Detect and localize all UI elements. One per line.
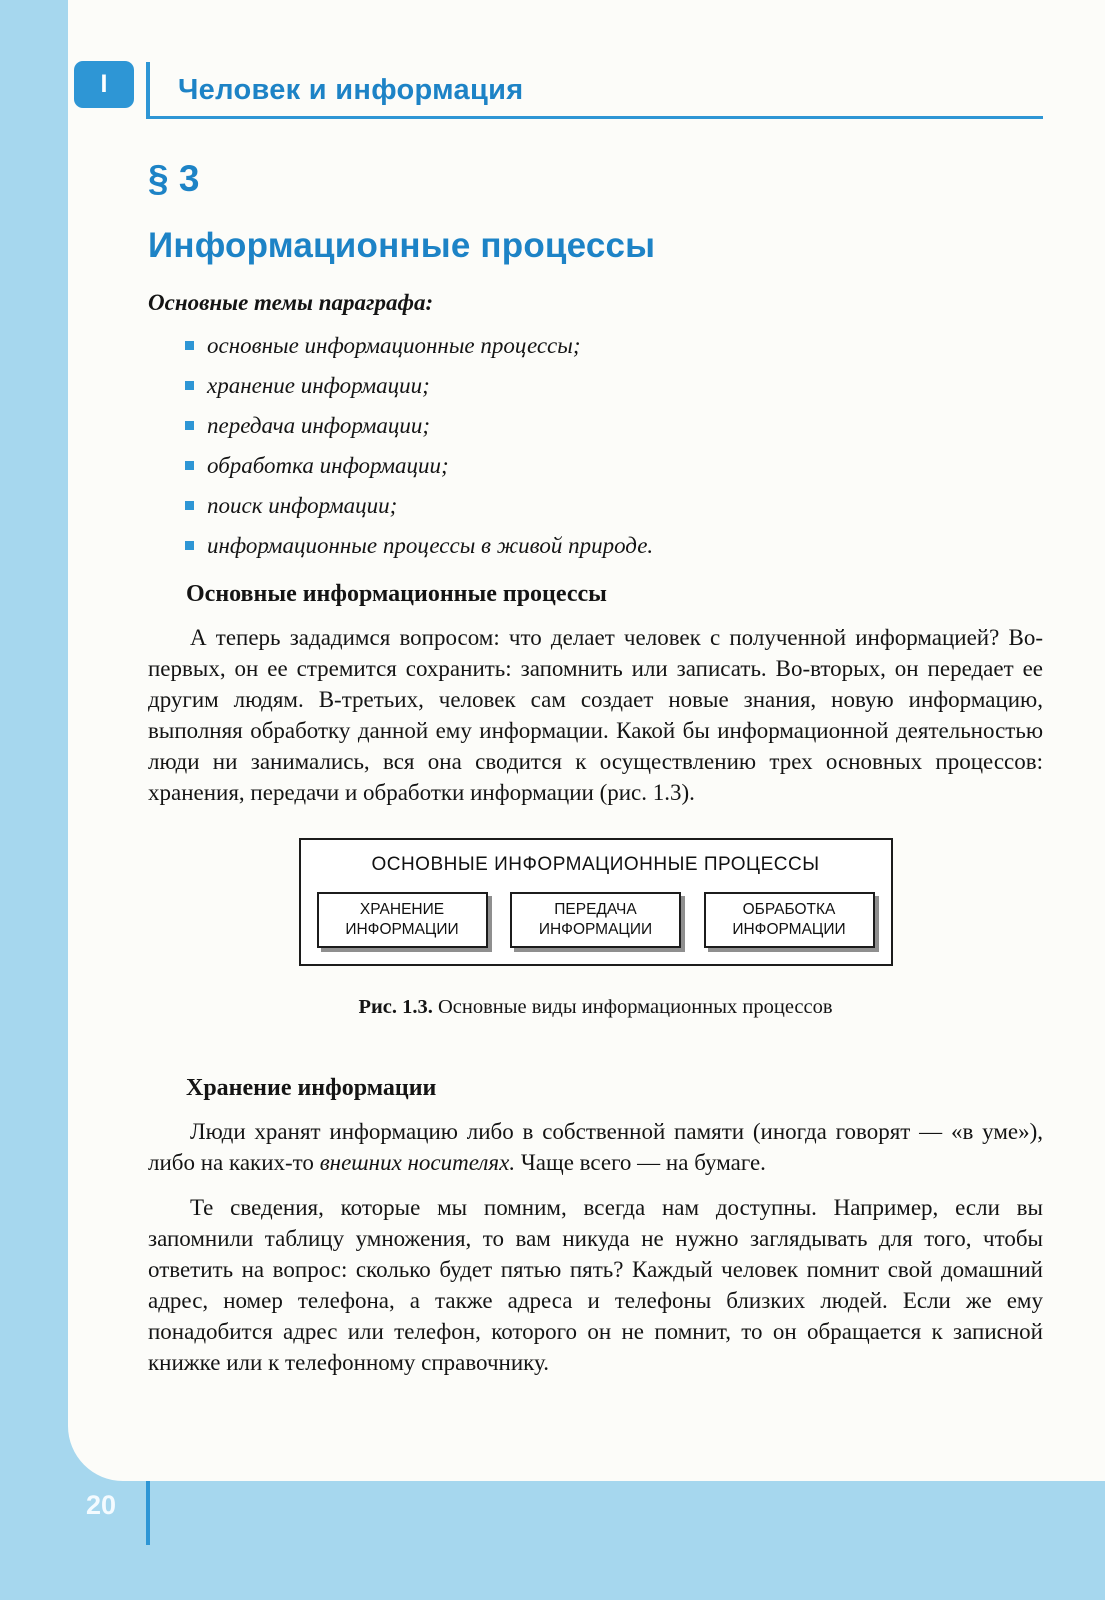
process-box-storage: ХРАНЕНИЕ ИНФОРМАЦИИ [317, 892, 488, 948]
header-divider [146, 62, 150, 118]
page-content [148, 150, 1043, 1378]
chapter-tab [74, 61, 134, 108]
topics-list [185, 332, 1043, 559]
figure-caption-label: Рис. 1.3. [358, 996, 433, 1018]
topic-item [185, 412, 1043, 439]
topic-text: обработка информации; [207, 453, 449, 478]
subsection-heading-storage: Хранение информации [186, 1075, 437, 1101]
section-number: § 3 [148, 158, 200, 199]
topic-text: передача информации; [207, 413, 431, 438]
figure-1-3 [299, 838, 893, 1019]
topics-label: Основные темы параграфа: [148, 290, 434, 315]
section-title: Информационные процессы [148, 226, 656, 265]
footer-divider [146, 1481, 150, 1545]
bullet-square-icon [185, 541, 194, 550]
topic-text: информационные процессы в живой природе. [207, 533, 654, 558]
paragraph: Те сведения, которые мы помним, всегда нам доступны. Например, если вы запомнили таблицу умножения, то вам никуда не нужно заглядывать для того, чтобы ответить на вопрос: сколько будет пятью пять? Каждый человек помнит свой домашний адрес, номер телефона, а также адреса и телефоны близких людей. Если же ему понадобится адрес или телефон, которого он не помнит, то он обращается к записной книжке или к телефонному справочнику. [148, 1195, 1043, 1375]
page-number: 20 [86, 1490, 117, 1520]
bullet-square-icon [185, 341, 194, 350]
paragraph [148, 1116, 1043, 1178]
paragraph-text: Чаще всего — на бумаге. [515, 1150, 766, 1175]
figure-caption-text: Основные виды информационных процессов [438, 996, 833, 1018]
topic-text: поиск информации; [207, 493, 398, 518]
header-rule [146, 116, 1043, 119]
topic-item [185, 452, 1043, 479]
topic-item [185, 532, 1043, 559]
topic-item [185, 332, 1043, 359]
chapter-title: Человек и информация [178, 74, 524, 106]
process-box-processing: ОБРАБОТКА ИНФОРМАЦИИ [704, 892, 875, 948]
figure-diagram [299, 838, 893, 966]
paragraph-text: Люди хранят информацию либо в собственной памяти (иногда говорят — «в уме»), либо на каких-то [148, 1119, 1043, 1175]
bullet-square-icon [185, 421, 194, 430]
bullet-square-icon [185, 381, 194, 390]
bullet-square-icon [185, 461, 194, 470]
topic-item [185, 492, 1043, 519]
paragraph: А теперь зададимся вопросом: что делает человек с полученной информацией? Во-первых, он ее стремится сохранить: запомнить или записать. Во-вторых, он передает ее другим людям. В-третьих, человек сам создает новые знания, новую информацию, выполняя обработку данной ему информации. Какой бы информационной деятельностью люди ни занимались, вся она сводится к осуществлению трех основных процессов: хранения, передачи и обработки информации (рис. 1.3). [148, 625, 1043, 805]
bullet-square-icon [185, 501, 194, 510]
process-box-transfer: ПЕРЕДАЧА ИНФОРМАЦИИ [510, 892, 681, 948]
paragraph-emphasis: внешних носителях. [319, 1150, 516, 1175]
subsection-heading-main-processes: Основные информационные процессы [186, 581, 607, 607]
chapter-number: I [100, 70, 108, 98]
diagram-title: ОСНОВНЫЕ ИНФОРМАЦИОННЫЕ ПРОЦЕССЫ [371, 854, 820, 875]
topic-item [185, 372, 1043, 399]
topic-text: хранение информации; [207, 373, 430, 398]
topic-text: основные информационные процессы; [207, 333, 581, 358]
figure-caption [299, 996, 893, 1019]
diagram-boxes [317, 892, 875, 948]
